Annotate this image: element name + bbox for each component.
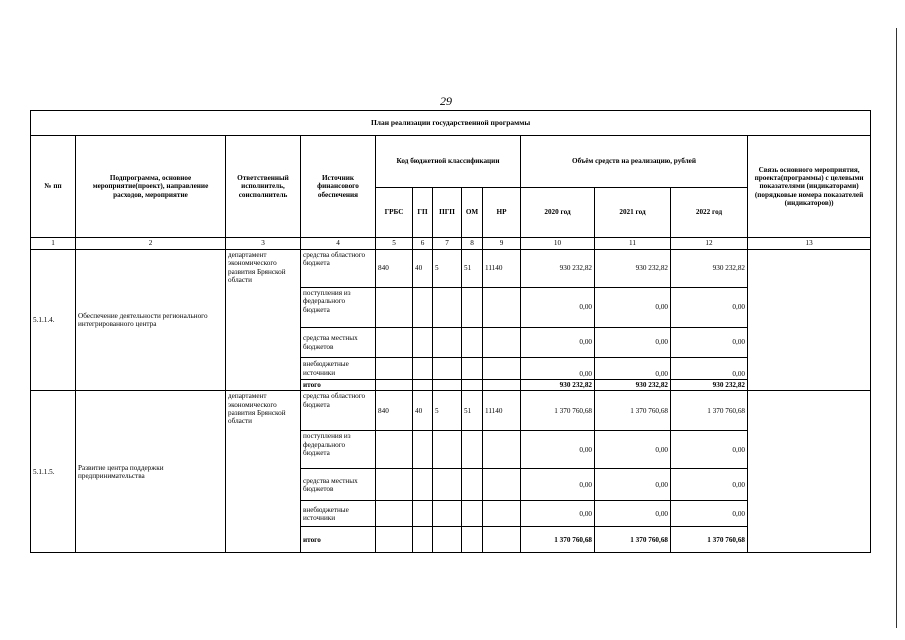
- header-pgp: ПГП: [433, 188, 462, 238]
- code-gp: [413, 380, 433, 391]
- amount-2021: 0,00: [595, 328, 671, 358]
- code-gp: 40: [413, 391, 433, 431]
- code-pgp: [433, 288, 462, 328]
- scan-edge-line: [896, 28, 897, 628]
- header-source: Источник финансового обеспечения: [301, 136, 376, 238]
- amount-2022: 0,00: [671, 431, 748, 469]
- header-budget-code: Код бюджетной классификации: [376, 136, 521, 188]
- row-event-name: Развитие центра поддержки предпринимательства: [76, 391, 226, 553]
- code-grbs: 840: [376, 250, 413, 288]
- header-funds: Объём средств на реализацию, рублей: [521, 136, 748, 188]
- amount-2021: 930 232,82: [595, 250, 671, 288]
- column-number: 5: [376, 238, 413, 250]
- code-om: [462, 501, 483, 527]
- code-nr: [483, 380, 521, 391]
- code-nr: [483, 328, 521, 358]
- amount-2021: 0,00: [595, 431, 671, 469]
- code-pgp: [433, 469, 462, 501]
- code-nr: [483, 501, 521, 527]
- header-subprogram: Подпрограмма, основное мероприятие(проект), направление расходов, мероприятие: [76, 136, 226, 238]
- header-nr: НР: [483, 188, 521, 238]
- code-pgp: 5: [433, 391, 462, 431]
- amount-2022: 1 370 760,68: [671, 391, 748, 431]
- column-number: 10: [521, 238, 595, 250]
- table-row: [31, 250, 871, 288]
- row-link-indicators: [748, 391, 871, 553]
- column-number: 4: [301, 238, 376, 250]
- header-2021: 2021 год: [595, 188, 671, 238]
- column-number: 11: [595, 238, 671, 250]
- column-number: 9: [483, 238, 521, 250]
- row-executor: департамент экономического развития Брянской области: [226, 250, 301, 391]
- amount-2022: 0,00: [671, 501, 748, 527]
- header-gp: ГП: [413, 188, 433, 238]
- code-om: [462, 380, 483, 391]
- amount-2022: 0,00: [671, 358, 748, 380]
- total-2021: 1 370 760,68: [595, 527, 671, 553]
- code-gp: [413, 527, 433, 553]
- code-pgp: [433, 380, 462, 391]
- code-gp: [413, 431, 433, 469]
- row-number: 5.1.1.5.: [31, 391, 76, 553]
- code-om: [462, 288, 483, 328]
- code-pgp: [433, 358, 462, 380]
- amount-2020: 0,00: [521, 358, 595, 380]
- source-label: поступления из федерального бюджета: [301, 288, 376, 328]
- source-label-total: итого: [301, 527, 376, 553]
- code-om: [462, 527, 483, 553]
- column-number: 7: [433, 238, 462, 250]
- table-row: [31, 391, 871, 431]
- column-number: 1: [31, 238, 76, 250]
- amount-2022: 930 232,82: [671, 250, 748, 288]
- code-pgp: 5: [433, 250, 462, 288]
- amount-2022: 0,00: [671, 288, 748, 328]
- code-grbs: [376, 501, 413, 527]
- column-number: 12: [671, 238, 748, 250]
- row-event-name: Обеспечение деятельности регионального интегрированного центра: [76, 250, 226, 391]
- source-label: средства областного бюджета: [301, 391, 376, 431]
- header-om: ОМ: [462, 188, 483, 238]
- total-2021: 930 232,82: [595, 380, 671, 391]
- column-number: 2: [76, 238, 226, 250]
- code-om: [462, 358, 483, 380]
- source-label: средства местных бюджетов: [301, 328, 376, 358]
- row-number: 5.1.1.4.: [31, 250, 76, 391]
- code-nr: [483, 288, 521, 328]
- column-number: 8: [462, 238, 483, 250]
- total-2022: 930 232,82: [671, 380, 748, 391]
- amount-2021: 0,00: [595, 501, 671, 527]
- column-number-row: [31, 238, 871, 250]
- amount-2021: 1 370 760,68: [595, 391, 671, 431]
- amount-2021: 0,00: [595, 288, 671, 328]
- code-grbs: [376, 431, 413, 469]
- amount-2022: 0,00: [671, 469, 748, 501]
- source-label: поступления из федерального бюджета: [301, 431, 376, 469]
- header-2020: 2020 год: [521, 188, 595, 238]
- source-label: внебюджетные источники: [301, 358, 376, 380]
- code-om: [462, 431, 483, 469]
- amount-2021: 0,00: [595, 358, 671, 380]
- amount-2020: 0,00: [521, 431, 595, 469]
- code-grbs: [376, 469, 413, 501]
- code-nr: 11140: [483, 250, 521, 288]
- total-2020: 1 370 760,68: [521, 527, 595, 553]
- code-grbs: [376, 527, 413, 553]
- total-2020: 930 232,82: [521, 380, 595, 391]
- source-label: средства местных бюджетов: [301, 469, 376, 501]
- code-nr: [483, 431, 521, 469]
- code-grbs: [376, 358, 413, 380]
- title-row: [31, 111, 871, 136]
- amount-2020: 0,00: [521, 288, 595, 328]
- code-gp: 40: [413, 250, 433, 288]
- amount-2020: 930 232,82: [521, 250, 595, 288]
- code-pgp: [433, 527, 462, 553]
- code-nr: [483, 358, 521, 380]
- header-num: № пп: [31, 136, 76, 238]
- code-om: [462, 328, 483, 358]
- header-link-indicators: Связь основного мероприятия, проекта(программы) с целевыми показателями (индикаторами) (порядковые номера показателей (индикаторов)): [748, 136, 871, 238]
- table-title: План реализации государственной программы: [31, 111, 871, 136]
- code-grbs: [376, 380, 413, 391]
- code-gp: [413, 288, 433, 328]
- column-number: 6: [413, 238, 433, 250]
- code-pgp: [433, 431, 462, 469]
- code-grbs: [376, 288, 413, 328]
- amount-2020: 0,00: [521, 469, 595, 501]
- source-label: внебюджетные источники: [301, 501, 376, 527]
- source-label-total: итого: [301, 380, 376, 391]
- implementation-plan-table: [30, 110, 871, 553]
- page-number: 29: [440, 94, 452, 108]
- code-grbs: 840: [376, 391, 413, 431]
- code-om: 51: [462, 391, 483, 431]
- code-gp: [413, 469, 433, 501]
- amount-2020: 0,00: [521, 328, 595, 358]
- total-2022: 1 370 760,68: [671, 527, 748, 553]
- amount-2020: 0,00: [521, 501, 595, 527]
- row-executor: департамент экономического развития Брянской области: [226, 391, 301, 553]
- code-gp: [413, 358, 433, 380]
- header-row-1: [31, 136, 871, 188]
- code-grbs: [376, 328, 413, 358]
- row-link-indicators: [748, 250, 871, 391]
- code-gp: [413, 328, 433, 358]
- header-2022: 2022 год: [671, 188, 748, 238]
- code-om: [462, 469, 483, 501]
- code-nr: 11140: [483, 391, 521, 431]
- code-nr: [483, 527, 521, 553]
- code-pgp: [433, 328, 462, 358]
- code-om: 51: [462, 250, 483, 288]
- amount-2022: 0,00: [671, 328, 748, 358]
- header-grbs: ГРБС: [376, 188, 413, 238]
- column-number: 13: [748, 238, 871, 250]
- header-executor: Ответственный исполнитель, соисполнитель: [226, 136, 301, 238]
- code-gp: [413, 501, 433, 527]
- code-nr: [483, 469, 521, 501]
- amount-2020: 1 370 760,68: [521, 391, 595, 431]
- amount-2021: 0,00: [595, 469, 671, 501]
- column-number: 3: [226, 238, 301, 250]
- source-label: средства областного бюджета: [301, 250, 376, 288]
- code-pgp: [433, 501, 462, 527]
